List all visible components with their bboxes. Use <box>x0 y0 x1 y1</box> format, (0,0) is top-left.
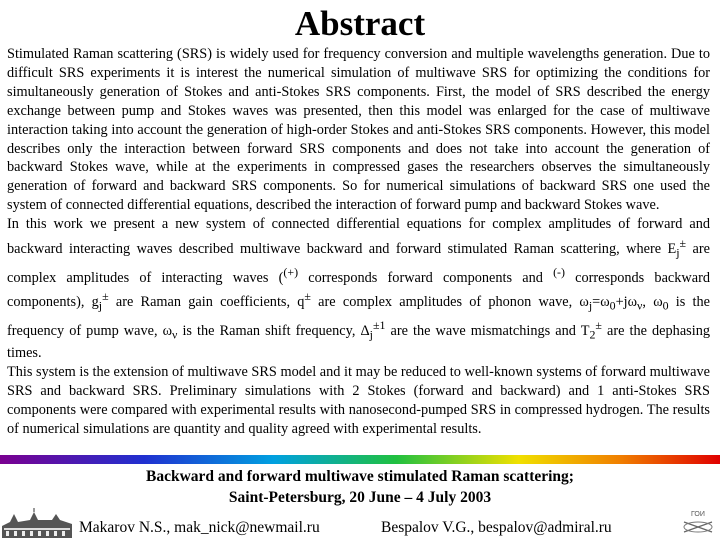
author-1: Makarov N.S., mak_nick@newmail.ru <box>79 519 320 536</box>
university-building-logo <box>0 508 76 540</box>
author-2: Bespalov V.G., bespalov@admiral.ru <box>381 519 612 536</box>
conference-title: Backward and forward multiwave stimulated Raman scattering; <box>146 468 574 485</box>
institute-logo <box>678 506 718 540</box>
institute-logo-text: ГОИ <box>691 511 705 518</box>
paragraph-3: This system is the extension of multiwave SRS model and it may be reduced to well-known systems of forward multiwave SRS and backward SRS. Preliminary simulations with 2 Stokes (forward and backward) and 1 anti-Stokes SRS components were compared with experimental results with nanosecond-pumped SRS in compressed hydrogen. The results of numerical simulations are quantity and quality agreed with experimental results. <box>7 364 710 437</box>
paragraph-2: In this work we present a new system of connected differential equations for complex amplitudes of forward and backward interacting waves described multiwave backward and forward stimulated Raman scattering, where $E_j^\pm$ are complex amplitudes of interacting waves ((+) corresponds forward components and (-) corresponds backward components), $g_j^\pm$ are Raman gain coefficients, q± are complex amplitudes of phonon wave, $\omega_j=\omega_0+j\omega_\nu$, $\omega_0$ is the frequency of pump wave, $\omega_\nu$ is the Raman shift frequency, $\Delta_j^{\pm 1}$ are the wave mismatchings and $T_2^\pm$ are the dephasing times. <box>7 216 711 362</box>
page-title: Abstract <box>294 4 426 43</box>
abstract-body <box>7 45 710 439</box>
paragraph-1: Stimulated Raman scattering (SRS) is widely used for frequency conversion and multiple wavelengths generation. Due to difficult SRS experiments it is interest the numerical simulation of multiwave SRS for optimizing the conditions for simultaneously generation of Stokes and anti-Stokes SRS components. First, the model of SRS described the energy exchange between pump and Stokes waves was presented, then this model was enlarged for the case of multiwave interaction taking into account the generation of high-order Stokes and anti-Stokes SRS components. However, this model describes only the interaction between forward SRS components and does not take into account the generation of backward Stokes wave, while at the experiments in compressed gases the researchers observes the simultaneously generation of forward and backward SRS components. So for numerical simulations of backward SRS one used the system of connected differential equations, described the interaction of forward pump and backward Stokes wave. <box>7 46 710 214</box>
conference-info <box>0 466 720 508</box>
rainbow-divider <box>0 455 720 464</box>
conference-place-date: Saint-Petersburg, 20 June – 4 July 2003 <box>228 489 492 506</box>
